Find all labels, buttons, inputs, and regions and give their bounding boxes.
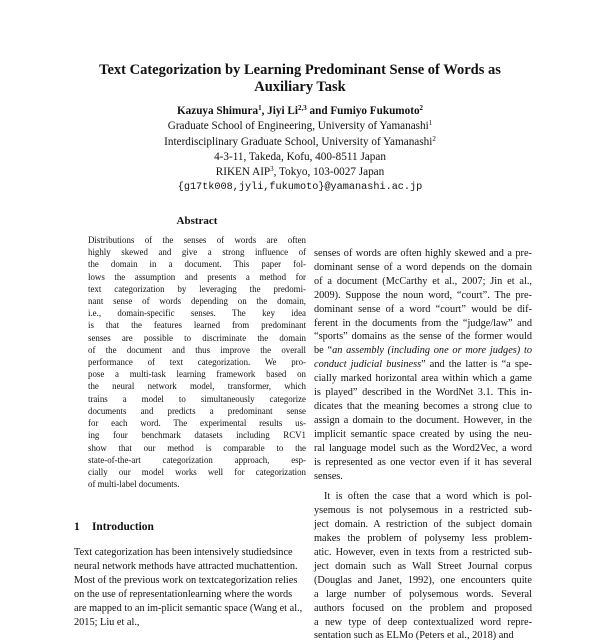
abstract-line: the domain in a document. This paper fol- [88,259,306,270]
author-block [0,104,600,196]
intro-line: attention. Most of the previous work on text [74,560,298,586]
right-line: is played” described in the WordNet 3.1. This in- [314,387,532,399]
author-sep-2: and [306,105,331,117]
abstract-line: documents and predicts a predominant sense [88,405,306,416]
right-line: implicit semantic space created by using the neu- [314,428,532,440]
abstract-body [88,234,306,490]
title-line-2: Auxiliary Task [254,79,346,95]
right-line: atic. However, even in texts from a restricted sub- [314,547,532,559]
intro-line: Text categorization has been intensively studied [74,547,272,558]
right-line: a new type of deep contextualized word repre- [314,616,532,628]
right-line: (Douglas and Janet, 1992), one encounters quite [314,574,532,586]
abstract-line: text categorization by leveraging the predomi- [88,283,306,294]
intro-line: learning where the words are mapped to an im- [74,588,293,614]
right-line: of a document (McCarthy et al., 2007; Jin et al., [314,275,532,287]
abstract-line: state-of-the-art categorization approach, esp- [88,454,306,465]
author-3-affil: 2 [419,104,424,112]
abstract-line: is that the features learned from predominant [88,320,306,331]
abstract-section [88,215,306,490]
affiliation-3: 4-3-11, Takeda, Kofu, 400-8511 Japan [214,150,386,163]
intro-line: plicit semantic space (Wang et al., 2015; Liu et al., [74,602,303,628]
right-column [314,247,532,643]
right-line: is represented as one vector even if it has several [314,456,532,468]
right-line: authors focused on the problem and proposed [314,602,532,614]
section-title: Introduction [92,521,154,533]
abstract-line: highly skewed and give a strong influence of [88,247,306,258]
right-line: ferent in the documents from the “judge/law” and [314,317,532,329]
right-line: ject domain such as Wall Street Journal corpus [314,560,532,572]
author-2: Jiyi Li [267,105,298,117]
intro-line: since neural network methods have attracted much [74,547,293,572]
right-paragraph-1 [314,247,532,483]
right-line: a large number of polysemous words. Several [314,588,532,600]
abstract-line: trains a model to simultaneously categorize [88,393,306,404]
abstract-line: of multi-label documents. [88,479,180,490]
right-line: “sports” domains as the sense of the former would [314,331,532,343]
right-line: dicates that the meaning becomes a strong clue to [314,400,532,412]
right-line: senses of words are often highly skewed and a pre- [314,248,532,259]
abstract-line: ing four benchmark datasets including RCV1 [88,430,306,441]
quoted-sense: an assembly (including one or more judges) to [332,345,532,357]
section-heading [74,521,154,533]
title-line-1: Text Categorization by Learning Predominant Sense of Words as [99,62,501,78]
right-line: be “an assembly (including one or more judges) to [314,345,532,357]
abstract-line: pose a multi-task learning framework based on [88,369,306,380]
right-paragraph-2 [314,490,532,643]
abstract-line: i.e., domain-specific senses. The key idea [88,308,306,319]
right-line: ysemous is not polysemous in a restricted sub- [314,505,532,517]
abstract-line: Distributions of the senses of words are often [88,235,306,246]
abstract-line: performance of text categorization. We pro- [88,357,306,368]
right-line: assign a domain to the document. However, in the [314,414,532,426]
author-names [0,104,600,119]
right-line: sentation such as ELMo (Peters et al., 2018) and [314,630,514,642]
author-2-affil: 2,3 [297,104,307,112]
author-3: Fumiyo Fukumoto [330,105,420,117]
right-line: It is often the case that a word which is pol- [324,491,532,503]
section-number: 1 [74,521,80,533]
right-line: makes the problem of polysemy less problem- [314,533,532,545]
abstract-line: nant sense of words depending on the domain, [88,296,306,307]
right-line: 2009). Suppose the noun word, “court”. The pre- [314,289,532,301]
right-line: dominant sense of a word depends on the domain [314,261,532,273]
abstract-line: the neural network model, transformer, which [88,381,306,392]
author-sep-1: , [261,105,268,117]
right-line: ral language model such as the Word2Vec, a word [314,442,532,454]
abstract-line: show that our method is comparable to the [88,442,306,453]
abstract-line: senses are possible to discriminate the domain [88,332,306,343]
right-line: cially marked horizontal area within which a game [314,373,532,385]
author-1-affil: 1 [258,104,262,112]
author-1: Kazuya Shimura [176,105,259,117]
abstract-line: lows the assumption and presents a method for [88,271,306,282]
intro-paragraph [74,546,306,629]
abstract-heading: Abstract [176,215,218,227]
author-email: {g17tk008,jyli,fukumoto}@yamanashi.ac.jp [177,182,423,194]
abstract-line: of the document and thus improve the overall [88,344,306,355]
right-line: conduct judicial business” and the latter is “a spe- [314,359,532,371]
abstract-line: for each word. The experimental results us- [88,418,306,429]
affiliation-2: Interdisciplinary Graduate School, University of Yamanashi$^2$ [164,134,436,148]
intro-line: categorization relies on the use of representation [74,574,298,600]
affiliation-4: RIKEN AIP$^3$, Tokyo, 103-0027 Japan [215,165,385,179]
abstract-line: cially our model works well for categorization [88,466,306,477]
affiliation-1: Graduate School of Engineering, University of Yamanashi$^1$ [167,119,433,133]
right-line: dominant sense of a word “court” would be dif- [314,303,532,315]
paper-title [40,62,560,96]
right-line: ject domain. A restriction of the subject domain [314,519,532,531]
right-line: senses. [314,470,343,482]
